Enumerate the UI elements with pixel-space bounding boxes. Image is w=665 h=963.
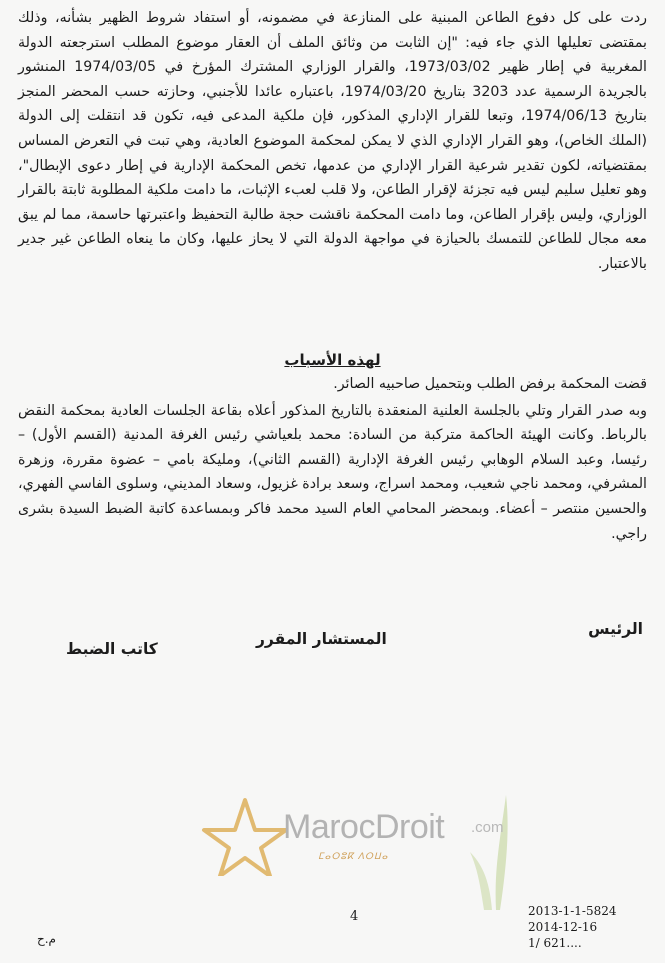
closing-text: وبه صدر القرار وتلي بالجلسة العلنية المنعقدة بالتاريخ المذكور أعلاه بقاعة الجلسات العادية بمحكمة النقض بالرباط. وكانت الهيئة الحاكمة متركبة من السادة: محمد بلعياشي رئيس الغرفة المدنية (القسم الأول) – رئيسا، وعبد السلام الوهابي رئيس الغرفة الإدارية (القسم الثاني)، ومليكة بامي – عضوة مقررة، وزهرة المشرفي، ومحمد ناجي شعيب، ومحمد اسراج، وسعد برادة غزيول، وسعاد المديني، وسلوى الفاسي الفهري، والحسين منتصر – أعضاء. وبمحضر المحامي العام السيد محمد فاكر وبمساعدة كاتبة الضبط السيدة بشرى راجي. [18,402,647,542]
case-number: 2013-1-1-5824 [528,904,617,918]
decision-section [18,372,647,546]
watermark-plant-icon [466,790,526,910]
watermark-brand: MarocDroit [283,808,445,846]
ruling-text: قضت المحكمة برفض الطلب وبتحميل صاحبيه الصائر. [333,376,647,392]
signature-president: الرئيس [588,620,643,638]
decision-date: 2014-12-16 [528,920,598,934]
decision-number: 1/ 621.... [528,936,582,950]
section-heading [0,348,665,372]
heading-text: لهذه الأسباب [284,351,381,369]
page-number: 4 [350,909,359,924]
initials: م.ح [37,932,56,946]
watermark-tld: .com [471,819,504,836]
reasoning-section [18,6,647,277]
watermark-tagline: ⵎⴰⵔⵓⴽ ⴷⵔⵡⴰ [318,851,389,861]
watermark-star-icon [200,796,290,876]
reasoning-paragraph: ردت على كل دفوع الطاعن المبنية على المنازعة في مضمونه، أو استفاد شروط الظهير بشأنه، وذلك بمقتضى تعليلها الذي جاء فيه: "إن الثابت من وثائق الملف أن العقار موضوع المطلب استرجعته الدولة المغربية في إطار ظهير 1973/03/02، والقرار الوزاري المشترك المؤرخ في 1974/03/05 المنشور بالجريدة الرسمية عدد 3203 بتاريخ 1974/03/20، باعتباره عائدا للأجنبي، وحازته حسب المحضر المنجز بتاريخ 1974/06/13، وتبعا للقرار الإداري المذكور، فإن ملكية المدعى فيه، تكون قد انتقلت إلى الدولة (الملك الخاص)، وهو القرار الإداري الذي لا يمكن لمحكمة الموضوع العادية، وهي تبت في التعرض المساس بمقتضياته، لكون تقدير شرعية القرار الإداري من عدمها، تخص المحكمة الإدارية في إطار دعوى الإبطال"، وهو تعليل سليم ليس فيه تجزئة لإقرار الطاعن، ولا قلب لعبء الإثبات، ما دامت ملكية المطلوبة ثابتة بالقرار الوزاري، وليس بإقرار الطاعن، وما دامت المحكمة ناقشت حجة طالبة التحفيظ واعتبرتها حاسمة، مما لم يبق معه مجال للطاعن للتمسك بالحيازة في مواجهة الدولة التي لا يحاز عليها، وكان ما ينعاه الطاعن غير جدير بالاعتبار. [18,10,648,272]
signature-rapporteur: المستشار المقرر [256,630,387,648]
signature-clerk: كاتب الضبط [66,640,158,658]
